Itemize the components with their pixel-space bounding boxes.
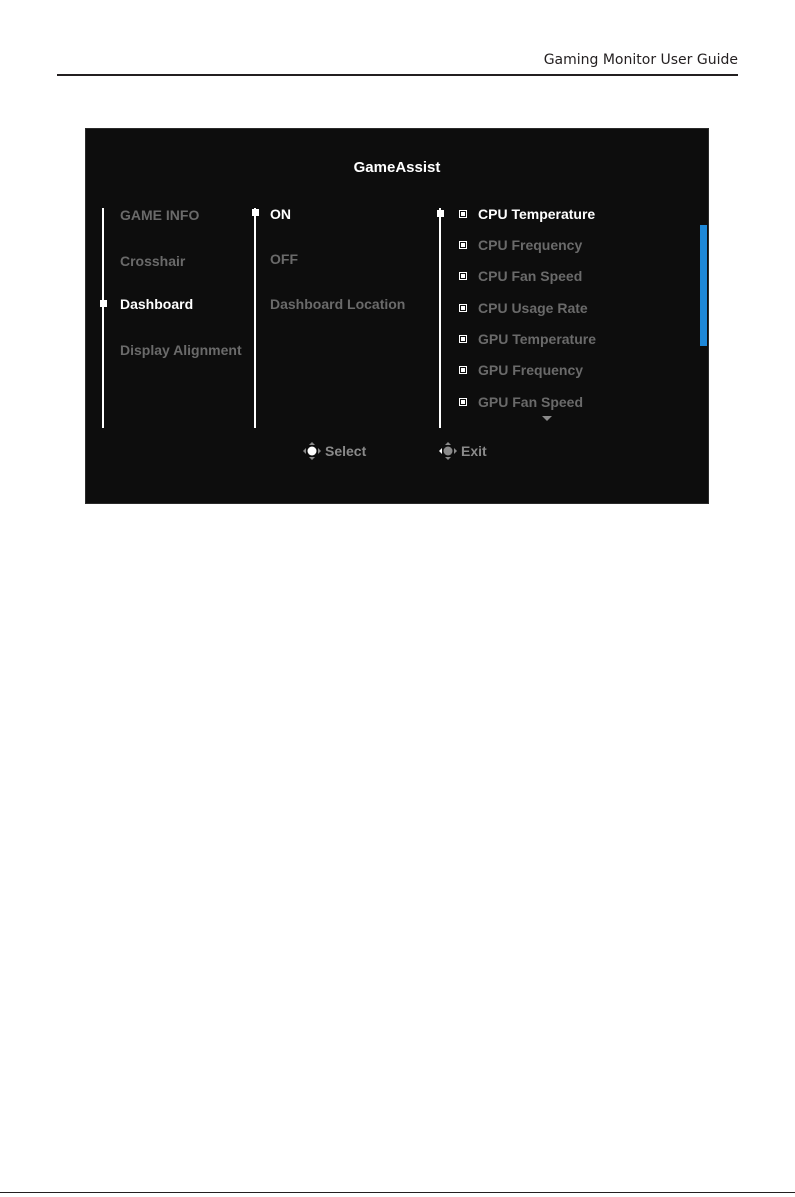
- checkbox-icon[interactable]: [459, 241, 467, 249]
- footer-rule: [0, 1192, 795, 1193]
- selection-marker: [437, 210, 444, 217]
- menu-item-crosshair[interactable]: Crosshair: [120, 253, 186, 269]
- doc-header: Gaming Monitor User Guide: [543, 52, 738, 68]
- option-off[interactable]: OFF: [270, 251, 298, 267]
- dashboard-option-cpu-usage-rate[interactable]: CPU Usage Rate: [478, 300, 588, 316]
- dashboard-option-gpu-frequency[interactable]: GPU Frequency: [478, 362, 584, 378]
- column-divider: [254, 208, 256, 428]
- header-rule: [57, 74, 738, 76]
- option-on[interactable]: ON: [270, 206, 291, 222]
- checkbox-icon[interactable]: [459, 335, 467, 343]
- scrollbar[interactable]: [700, 225, 707, 346]
- menu-item-display-alignment[interactable]: Display Alignment: [120, 342, 242, 358]
- osd-title: GameAssist: [353, 159, 441, 176]
- option-dashboard-location[interactable]: Dashboard Location: [270, 296, 406, 312]
- joystick-left-icon: [438, 441, 458, 461]
- column-divider: [439, 208, 441, 428]
- joystick-press-icon: [302, 441, 322, 461]
- dashboard-option-gpu-temperature[interactable]: GPU Temperature: [478, 331, 596, 347]
- dashboard-option-cpu-frequency[interactable]: CPU Frequency: [478, 237, 583, 253]
- osd-menu: [85, 128, 709, 504]
- checkbox-icon[interactable]: [459, 366, 467, 374]
- selection-marker: [252, 209, 259, 216]
- dashboard-option-cpu-fan-speed[interactable]: CPU Fan Speed: [478, 268, 583, 284]
- exit-hint: [438, 441, 487, 461]
- dashboard-option-gpu-fan-speed[interactable]: GPU Fan Speed: [478, 394, 584, 410]
- checkbox-icon[interactable]: [459, 304, 467, 312]
- select-hint: [302, 441, 366, 461]
- select-label: Select: [325, 443, 367, 459]
- menu-item-dashboard[interactable]: Dashboard: [120, 296, 194, 312]
- exit-label: Exit: [461, 443, 487, 459]
- menu-item-game-info[interactable]: GAME INFO: [120, 207, 200, 223]
- selection-marker: [100, 300, 107, 307]
- dashboard-option-cpu-temperature[interactable]: CPU Temperature: [478, 206, 596, 222]
- checkbox-icon[interactable]: [459, 398, 467, 406]
- column-divider: [102, 208, 104, 428]
- checkbox-icon[interactable]: [459, 210, 467, 218]
- scroll-down-arrow-icon[interactable]: [542, 416, 552, 421]
- checkbox-icon[interactable]: [459, 272, 467, 280]
